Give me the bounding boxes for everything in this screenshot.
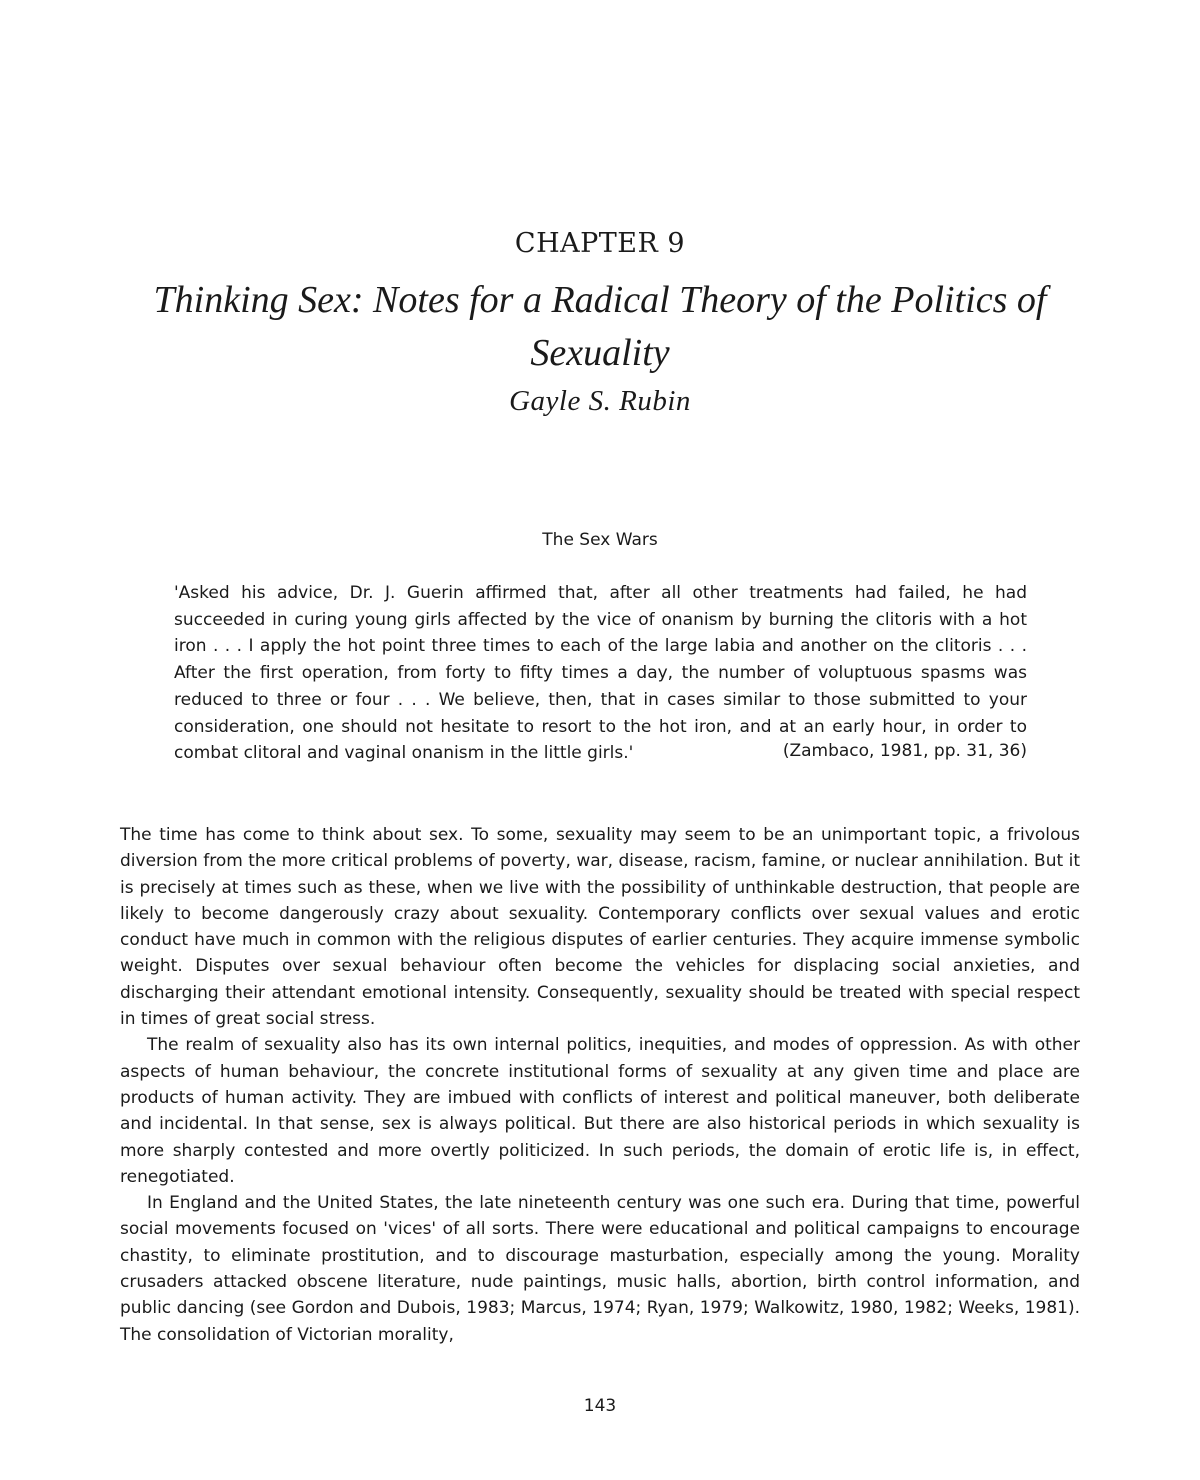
- chapter-title: Thinking Sex: Notes for a Radical Theory of the Politics of Sexuality: [153, 279, 1047, 374]
- paragraph: The time has come to think about sex. To some, sexuality may seem to be an unimportant topic, a frivolous diversion from the more critical problems of poverty, war, disease, racism, famine, or nuclear annihilation. But it is precisely at times such as these, when we live with the possibility of unthinkable destruction, that people are likely to become dangerously crazy about sexuality. Contemporary conflicts over sexual values and erotic conduct have much in common with the religious disputes of earlier centuries. They acquire immense symbolic weight. Disputes over sexual behaviour often become the vehicles for displacing social anxieties, and discharging their attendant emotional intensity. Consequently, sexuality should be treated with special respect in times of great social stress.: [120, 825, 1080, 1030]
- body-text: [120, 822, 1080, 1348]
- epigraph-quote: 'Asked his advice, Dr. J. Guerin affirmed that, after all other treatments had failed, he had succeeded in curing young girls affected by the vice of onanism by burning the clitoris with a hot iron . . . I apply the hot point three times to each of the large labia and another on the clitoris . . . After the first operation, from forty to fifty times a day, the number of voluptuous spasms was reduced to three or four . . . We believe, then, that in cases similar to those submitted to your consideration, one should not hesitate to resort to the hot iron, and at an early hour, in order to combat clitoral and vaginal onanism in the little girls.': [174, 583, 1027, 764]
- chapter-label: CHAPTER 9: [514, 228, 686, 259]
- page-number: 143: [583, 1396, 617, 1416]
- epigraph-citation: (Zambaco, 1981, pp. 31, 36): [782, 741, 1027, 761]
- paragraph: In England and the United States, the late nineteenth century was one such era. During that time, powerful social movements focused on 'vices' of all sorts. There were educational and political campaigns to encourage chastity, to eliminate prostitution, and to discourage masturbation, especially among the young. Morality crusaders attacked obscene literature, nude paintings, music halls, abortion, birth control information, and public dancing (see Gordon and Dubois, 1983; Marcus, 1974; Ryan, 1979; Walkowitz, 1980, 1982; Weeks, 1981). The consolidation of Victorian morality,: [120, 1193, 1080, 1345]
- section-heading: The Sex Wars: [542, 530, 658, 550]
- author-name: Gayle S. Rubin: [509, 385, 691, 417]
- paragraph: The realm of sexuality also has its own internal politics, inequities, and modes of oppression. As with other aspects of human behaviour, the concrete institutional forms of sexuality at any given time and place are products of human activity. They are imbued with conflicts of interest and political maneuver, both deliberate and incidental. In that sense, sex is always political. But there are also historical periods in which sexuality is more sharply contested and more overtly politicized. In such periods, the domain of erotic life is, in effect, renegotiated.: [120, 1035, 1080, 1187]
